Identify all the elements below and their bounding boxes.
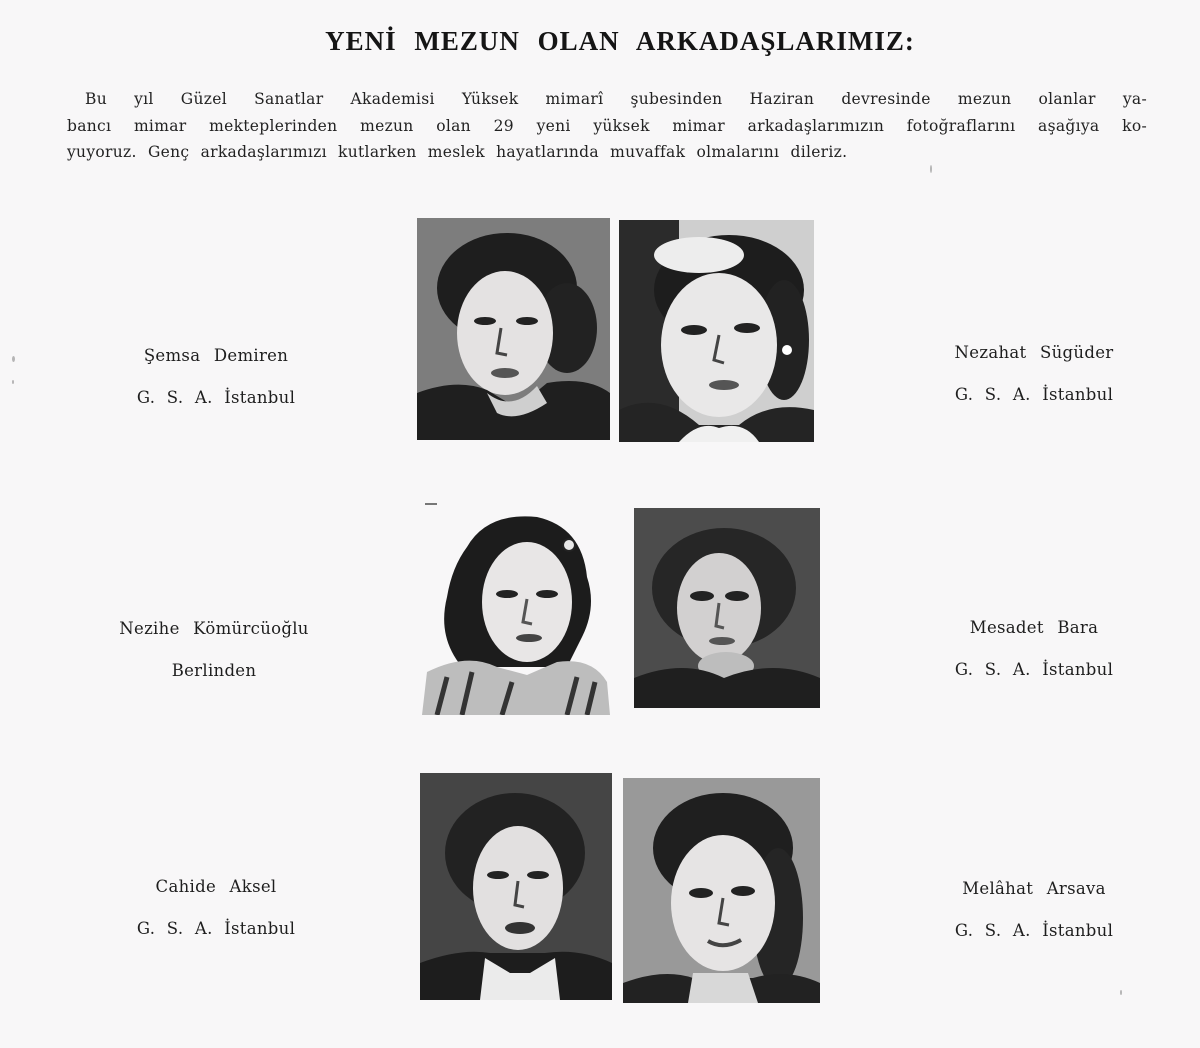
print-speck <box>425 503 437 505</box>
portrait-photo-icon <box>417 507 610 715</box>
graduate-school: G. S. A. İstanbul <box>136 388 296 407</box>
print-speck <box>12 356 15 362</box>
portrait-photo <box>417 507 610 715</box>
graduate-caption-left <box>84 619 344 680</box>
portrait-photo-icon <box>623 778 820 1003</box>
graduate-school: G. S. A. İstanbul <box>954 921 1114 940</box>
portrait-photo <box>420 773 612 1000</box>
graduate-name: Mesadet Bara <box>969 618 1099 637</box>
graduate-caption-right <box>904 879 1164 940</box>
graduate-name: Nezihe Kömürcüoğlu <box>119 619 309 638</box>
portrait-photo-icon <box>619 220 814 442</box>
graduate-school: G. S. A. İstanbul <box>136 919 296 938</box>
graduate-school: Berlinden <box>171 661 257 680</box>
portrait-photo <box>417 218 610 440</box>
graduate-name: Cahide Aksel <box>155 877 277 896</box>
intro-line: yuyoruz. Genç arkadaşlarımızı kutlarken meslek hayatlarında muvaffak olmalarını dileriz. <box>67 143 848 161</box>
graduate-caption-left <box>86 877 346 938</box>
intro-line: Bu yıl Güzel Sanatlar Akademisi Yüksek mimarî şubesinden Haziran devresinde mezun olanlar ya- <box>85 90 1147 108</box>
portrait-photo-icon <box>417 218 610 440</box>
print-speck <box>1120 990 1122 995</box>
print-speck <box>12 380 14 384</box>
intro-paragraph <box>67 86 1147 166</box>
graduate-name: Şemsa Demiren <box>143 346 289 365</box>
graduate-caption-right <box>904 343 1164 404</box>
graduate-school: G. S. A. İstanbul <box>954 660 1114 679</box>
print-speck <box>930 165 932 173</box>
portrait-photo <box>619 220 814 442</box>
portrait-photo-icon <box>634 508 820 708</box>
portrait-photo-icon <box>420 773 612 1000</box>
graduate-name: Melâhat Arsava <box>962 879 1106 898</box>
graduate-caption-right <box>904 618 1164 679</box>
graduate-caption-left <box>86 346 346 407</box>
intro-line: bancı mimar mekteplerinden mezun olan 29 yeni yüksek mimar arkadaşlarımızın fotoğraflarını aşağıya ko- <box>67 116 1147 135</box>
portrait-photo <box>634 508 820 708</box>
graduate-name: Nezahat Sügüder <box>954 343 1114 362</box>
page-title: YENİ MEZUN OLAN ARKADAŞLARIMIZ: <box>325 26 915 56</box>
portrait-photo <box>623 778 820 1003</box>
graduate-school: G. S. A. İstanbul <box>954 385 1114 404</box>
